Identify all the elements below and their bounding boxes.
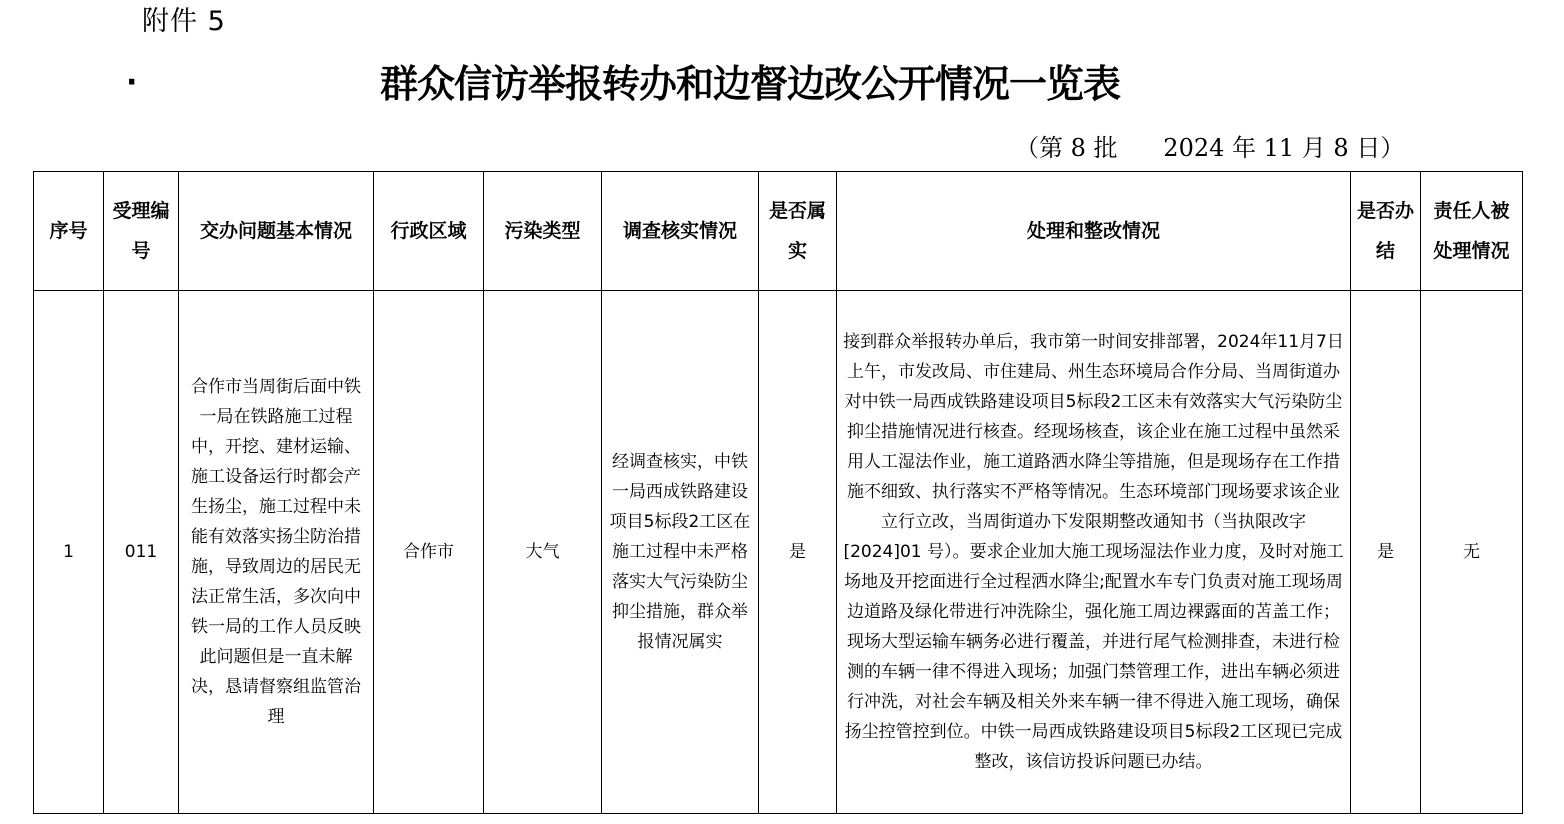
cell-accountability: 无 [1421, 291, 1523, 814]
cell-handling: 接到群众举报转办单后，我市第一时间安排部署，2024年11月7日上午，市发改局、市住建局、州生态环境局合作分局、当周街道办对中铁一局西成铁路建设项目5标段2工区未有效落实大气污染防尘抑尘措施情况进行核查。经现场核查，该企业在施工过程中虽然采用人工湿法作业，施工道路洒水降尘等措施，但是现场存在工作措施不细致、执行落实不严格等情况。生态环境部门现场要求该企业立行立改，当周街道办下发限期整改通知书（当执限改字[2024]01 号）。要求企业加大施工现场湿法作业力度，及时对施工场地及开挖面进行全过程洒水降尘;配置水车专门负责对施工现场周边道路及绿化带进行冲洗除尘，强化施工周边裸露面的苫盖工作；现场大型运输车辆务必进行覆盖，并进行尾气检测排查，未进行检测的车辆一律不得进入现场；加强门禁管理工作，进出车辆必须进行冲洗，对社会车辆及相关外来车辆一律不得进入施工现场，确保扬尘控管控到位。中铁一局西成铁路建设项目5标段2工区现已完成整改，该信访投诉问题已办结。 [837, 291, 1351, 814]
header-pollution-type: 污染类型 [484, 172, 602, 291]
cell-verification: 经调查核实，中铁一局西成铁路建设项目5标段2工区在施工过程中未严格落实大气污染防尘抑尘措施，群众举报情况属实 [602, 291, 759, 814]
header-handling: 处理和整改情况 [837, 172, 1351, 291]
batch-date: （第 8 批 2024 年 11 月 8 日） [1015, 134, 1405, 162]
table-row [34, 291, 1523, 814]
bullet-mark: · [126, 65, 138, 100]
complaints-table [33, 171, 1523, 814]
cell-is-done: 是 [1351, 291, 1421, 814]
header-region: 行政区域 [374, 172, 484, 291]
header-accountability: 责任人被处理情况 [1421, 172, 1523, 291]
header-seq: 序号 [34, 172, 104, 291]
header-problem: 交办问题基本情况 [179, 172, 374, 291]
cell-is-true: 是 [759, 291, 837, 814]
cell-seq: 1 [34, 291, 104, 814]
cell-problem: 合作市当周街后面中铁一局在铁路施工过程中，开挖、建材运输、施工设备运行时都会产生扬尘，施工过程中未能有效落实扬尘防治措施，导致周边的居民无法正常生活，多次向中铁一局的工作人员反映此问题但是一直未解决，恳请督察组监管治理 [179, 291, 374, 814]
table-header-row [34, 172, 1523, 291]
attachment-label: 附件 5 [142, 6, 226, 37]
header-case-no: 受理编号 [104, 172, 179, 291]
cell-pollution-type: 大气 [484, 291, 602, 814]
document-title: 群众信访举报转办和边督边改公开情况一览表 [380, 61, 1121, 106]
cell-case-no: 011 [104, 291, 179, 814]
header-is-done: 是否办结 [1351, 172, 1421, 291]
cell-region: 合作市 [374, 291, 484, 814]
header-is-true: 是否属实 [759, 172, 837, 291]
header-verification: 调查核实情况 [602, 172, 759, 291]
